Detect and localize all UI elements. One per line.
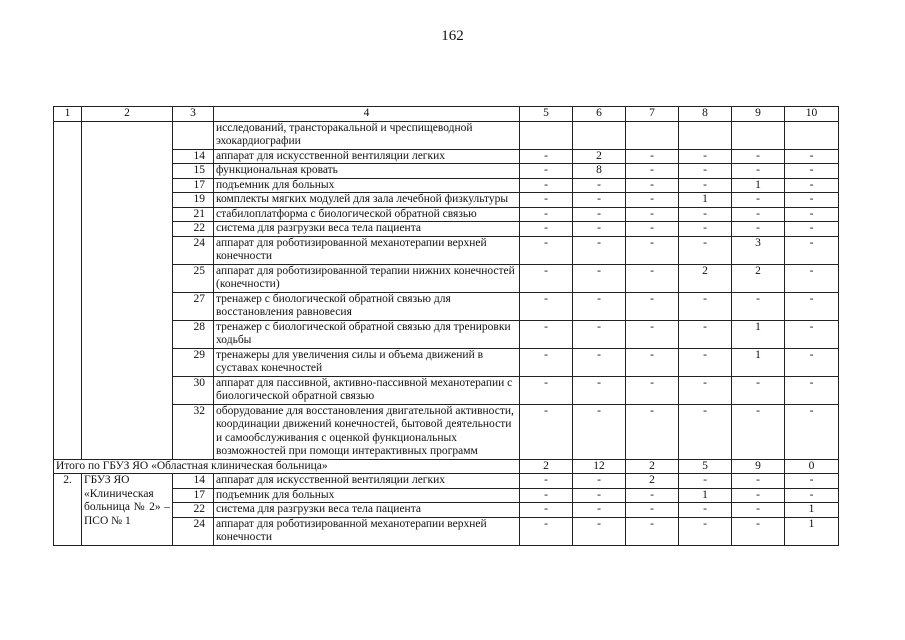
col-header: 1 bbox=[54, 107, 82, 122]
value-cell: - bbox=[626, 292, 679, 320]
item-number: 22 bbox=[173, 503, 214, 518]
value-cell: - bbox=[520, 474, 573, 489]
item-name: тренажер с биологической обратной связью для тренировки ходьбы bbox=[214, 320, 520, 348]
item-name: аппарат для искусственной вентиляции легких bbox=[214, 474, 520, 489]
value-cell bbox=[520, 121, 573, 149]
item-name: стабилоплатформа с биологической обратной связью bbox=[214, 207, 520, 222]
col-header: 4 bbox=[214, 107, 520, 122]
value-cell: - bbox=[626, 207, 679, 222]
value-cell: - bbox=[785, 320, 839, 348]
value-cell: - bbox=[520, 292, 573, 320]
item-name: подъемник для больных bbox=[214, 488, 520, 503]
col-header: 7 bbox=[626, 107, 679, 122]
org-name bbox=[82, 474, 173, 546]
value-cell bbox=[732, 121, 785, 149]
org-name-line1: ГБУЗ ЯО bbox=[84, 474, 130, 486]
value-cell: - bbox=[679, 164, 732, 179]
item-number: 29 bbox=[173, 348, 214, 376]
value-cell: - bbox=[520, 236, 573, 264]
value-cell: - bbox=[626, 149, 679, 164]
total-cell: 0 bbox=[785, 459, 839, 474]
col-header: 5 bbox=[520, 107, 573, 122]
item-number: 15 bbox=[173, 164, 214, 179]
value-cell: - bbox=[520, 149, 573, 164]
value-cell: - bbox=[732, 517, 785, 545]
value-cell: - bbox=[573, 264, 626, 292]
value-cell: - bbox=[785, 376, 839, 404]
col-header: 2 bbox=[82, 107, 173, 122]
item-name: оборудование для восстановления двигательной активности, координации движений конечностей, бытовой деятельности и самообслуживания с оценкой функциональных возможностей при помощи интерактивных программ bbox=[214, 404, 520, 459]
table-row bbox=[54, 474, 839, 489]
value-cell: - bbox=[626, 404, 679, 459]
value-cell: - bbox=[679, 320, 732, 348]
value-cell: - bbox=[679, 207, 732, 222]
total-cell: 9 bbox=[732, 459, 785, 474]
value-cell: - bbox=[573, 222, 626, 237]
item-name: аппарат для роботизированной терапии нижних конечностей (конечности) bbox=[214, 264, 520, 292]
value-cell: - bbox=[573, 404, 626, 459]
item-number: 17 bbox=[173, 178, 214, 193]
value-cell: - bbox=[626, 222, 679, 237]
item-name: исследований, трансторакальной и чреспищеводной эхокардиографии bbox=[214, 121, 520, 149]
item-number: 25 bbox=[173, 264, 214, 292]
value-cell: - bbox=[520, 207, 573, 222]
item-number: 28 bbox=[173, 320, 214, 348]
value-cell: - bbox=[679, 404, 732, 459]
value-cell: - bbox=[732, 488, 785, 503]
item-number: 30 bbox=[173, 376, 214, 404]
value-cell: - bbox=[520, 517, 573, 545]
value-cell: - bbox=[785, 488, 839, 503]
value-cell: - bbox=[520, 376, 573, 404]
value-cell: - bbox=[520, 193, 573, 208]
value-cell: 1 bbox=[785, 517, 839, 545]
value-cell bbox=[785, 121, 839, 149]
item-number: 22 bbox=[173, 222, 214, 237]
value-cell: - bbox=[520, 404, 573, 459]
value-cell: 1 bbox=[732, 348, 785, 376]
value-cell: - bbox=[626, 178, 679, 193]
value-cell: - bbox=[679, 236, 732, 264]
item-number bbox=[173, 121, 214, 149]
value-cell: 2 bbox=[626, 474, 679, 489]
item-name: аппарат для искусственной вентиляции легких bbox=[214, 149, 520, 164]
value-cell: - bbox=[626, 320, 679, 348]
item-name: аппарат для пассивной, активно-пассивной механотерапии с биологической обратной связью bbox=[214, 376, 520, 404]
value-cell: - bbox=[732, 292, 785, 320]
value-cell: - bbox=[573, 517, 626, 545]
equipment-table bbox=[53, 106, 839, 546]
value-cell: - bbox=[679, 348, 732, 376]
value-cell: - bbox=[785, 264, 839, 292]
org-name-line2: «Клиническая больница № 2» – ПСО № 1 bbox=[84, 487, 170, 527]
value-cell: - bbox=[732, 404, 785, 459]
item-name: тренажер с биологической обратной связью для восстановления равновесия bbox=[214, 292, 520, 320]
value-cell: - bbox=[520, 178, 573, 193]
item-number: 17 bbox=[173, 488, 214, 503]
value-cell: - bbox=[626, 488, 679, 503]
value-cell: - bbox=[573, 236, 626, 264]
value-cell: 8 bbox=[573, 164, 626, 179]
value-cell: - bbox=[520, 320, 573, 348]
total-cell: 2 bbox=[520, 459, 573, 474]
value-cell: - bbox=[785, 404, 839, 459]
item-number: 21 bbox=[173, 207, 214, 222]
value-cell: - bbox=[679, 222, 732, 237]
item-name: аппарат для роботизированной механотерапии верхней конечности bbox=[214, 517, 520, 545]
item-name: подъемник для больных bbox=[214, 178, 520, 193]
value-cell: - bbox=[679, 517, 732, 545]
value-cell: - bbox=[785, 164, 839, 179]
value-cell: - bbox=[626, 376, 679, 404]
value-cell: - bbox=[520, 348, 573, 376]
item-name: функциональная кровать bbox=[214, 164, 520, 179]
item-number: 14 bbox=[173, 149, 214, 164]
header-row bbox=[54, 107, 839, 122]
value-cell: - bbox=[785, 236, 839, 264]
value-cell: - bbox=[785, 348, 839, 376]
value-cell: - bbox=[520, 164, 573, 179]
value-cell: - bbox=[520, 222, 573, 237]
value-cell: - bbox=[626, 164, 679, 179]
value-cell: 1 bbox=[785, 503, 839, 518]
value-cell: - bbox=[679, 178, 732, 193]
value-cell: - bbox=[732, 222, 785, 237]
value-cell: - bbox=[785, 178, 839, 193]
value-cell: - bbox=[573, 292, 626, 320]
value-cell: - bbox=[573, 474, 626, 489]
value-cell: - bbox=[679, 292, 732, 320]
value-cell: - bbox=[679, 503, 732, 518]
block2-body bbox=[54, 474, 839, 546]
value-cell bbox=[679, 121, 732, 149]
total-cell: 12 bbox=[573, 459, 626, 474]
page-number: 162 bbox=[441, 28, 464, 44]
value-cell: - bbox=[679, 149, 732, 164]
value-cell: 2 bbox=[679, 264, 732, 292]
value-cell: - bbox=[679, 474, 732, 489]
total-label: Итого по ГБУЗ ЯО «Областная клиническая больница» bbox=[54, 459, 520, 474]
col-header: 8 bbox=[679, 107, 732, 122]
value-cell: - bbox=[520, 503, 573, 518]
value-cell: - bbox=[573, 207, 626, 222]
value-cell: - bbox=[626, 503, 679, 518]
value-cell: - bbox=[626, 236, 679, 264]
item-number: 32 bbox=[173, 404, 214, 459]
value-cell: 2 bbox=[732, 264, 785, 292]
item-name: комплекты мягких модулей для зала лечебной физкультуры bbox=[214, 193, 520, 208]
value-cell: - bbox=[732, 503, 785, 518]
value-cell: - bbox=[573, 178, 626, 193]
col-header: 10 bbox=[785, 107, 839, 122]
value-cell: - bbox=[732, 164, 785, 179]
item-number: 24 bbox=[173, 517, 214, 545]
value-cell: - bbox=[626, 264, 679, 292]
value-cell: - bbox=[785, 222, 839, 237]
value-cell: - bbox=[732, 376, 785, 404]
item-name: аппарат для роботизированной механотерапии верхней конечности bbox=[214, 236, 520, 264]
total-row bbox=[54, 459, 839, 474]
value-cell: - bbox=[785, 193, 839, 208]
value-cell: 1 bbox=[679, 193, 732, 208]
col-header: 9 bbox=[732, 107, 785, 122]
value-cell: - bbox=[573, 488, 626, 503]
value-cell: - bbox=[626, 348, 679, 376]
total-cell: 5 bbox=[679, 459, 732, 474]
value-cell: - bbox=[573, 320, 626, 348]
block1-body bbox=[54, 121, 839, 459]
value-cell: - bbox=[573, 376, 626, 404]
item-number: 27 bbox=[173, 292, 214, 320]
empty-cell bbox=[82, 121, 173, 459]
item-name: система для разгрузки веса тела пациента bbox=[214, 503, 520, 518]
value-cell: - bbox=[785, 474, 839, 489]
value-cell: 1 bbox=[679, 488, 732, 503]
item-name: система для разгрузки веса тела пациента bbox=[214, 222, 520, 237]
value-cell: - bbox=[573, 348, 626, 376]
org-index: 2. bbox=[54, 474, 82, 546]
item-name: тренажеры для увеличения силы и объема движений в суставах конечностей bbox=[214, 348, 520, 376]
value-cell: - bbox=[785, 292, 839, 320]
value-cell: - bbox=[679, 376, 732, 404]
col-header: 3 bbox=[173, 107, 214, 122]
value-cell: 1 bbox=[732, 320, 785, 348]
value-cell: - bbox=[785, 149, 839, 164]
col-header: 6 bbox=[573, 107, 626, 122]
value-cell: - bbox=[626, 193, 679, 208]
value-cell: - bbox=[573, 503, 626, 518]
item-number: 24 bbox=[173, 236, 214, 264]
value-cell: - bbox=[520, 488, 573, 503]
value-cell: 1 bbox=[732, 178, 785, 193]
empty-cell bbox=[54, 121, 82, 459]
value-cell bbox=[626, 121, 679, 149]
value-cell: 3 bbox=[732, 236, 785, 264]
value-cell: - bbox=[732, 207, 785, 222]
item-number: 19 bbox=[173, 193, 214, 208]
value-cell bbox=[573, 121, 626, 149]
value-cell: - bbox=[520, 264, 573, 292]
item-number: 14 bbox=[173, 474, 214, 489]
value-cell: - bbox=[732, 474, 785, 489]
value-cell: - bbox=[732, 193, 785, 208]
value-cell: - bbox=[732, 149, 785, 164]
value-cell: - bbox=[626, 517, 679, 545]
value-cell: 2 bbox=[573, 149, 626, 164]
total-cell: 2 bbox=[626, 459, 679, 474]
value-cell: - bbox=[573, 193, 626, 208]
table-row bbox=[54, 121, 839, 149]
value-cell: - bbox=[785, 207, 839, 222]
